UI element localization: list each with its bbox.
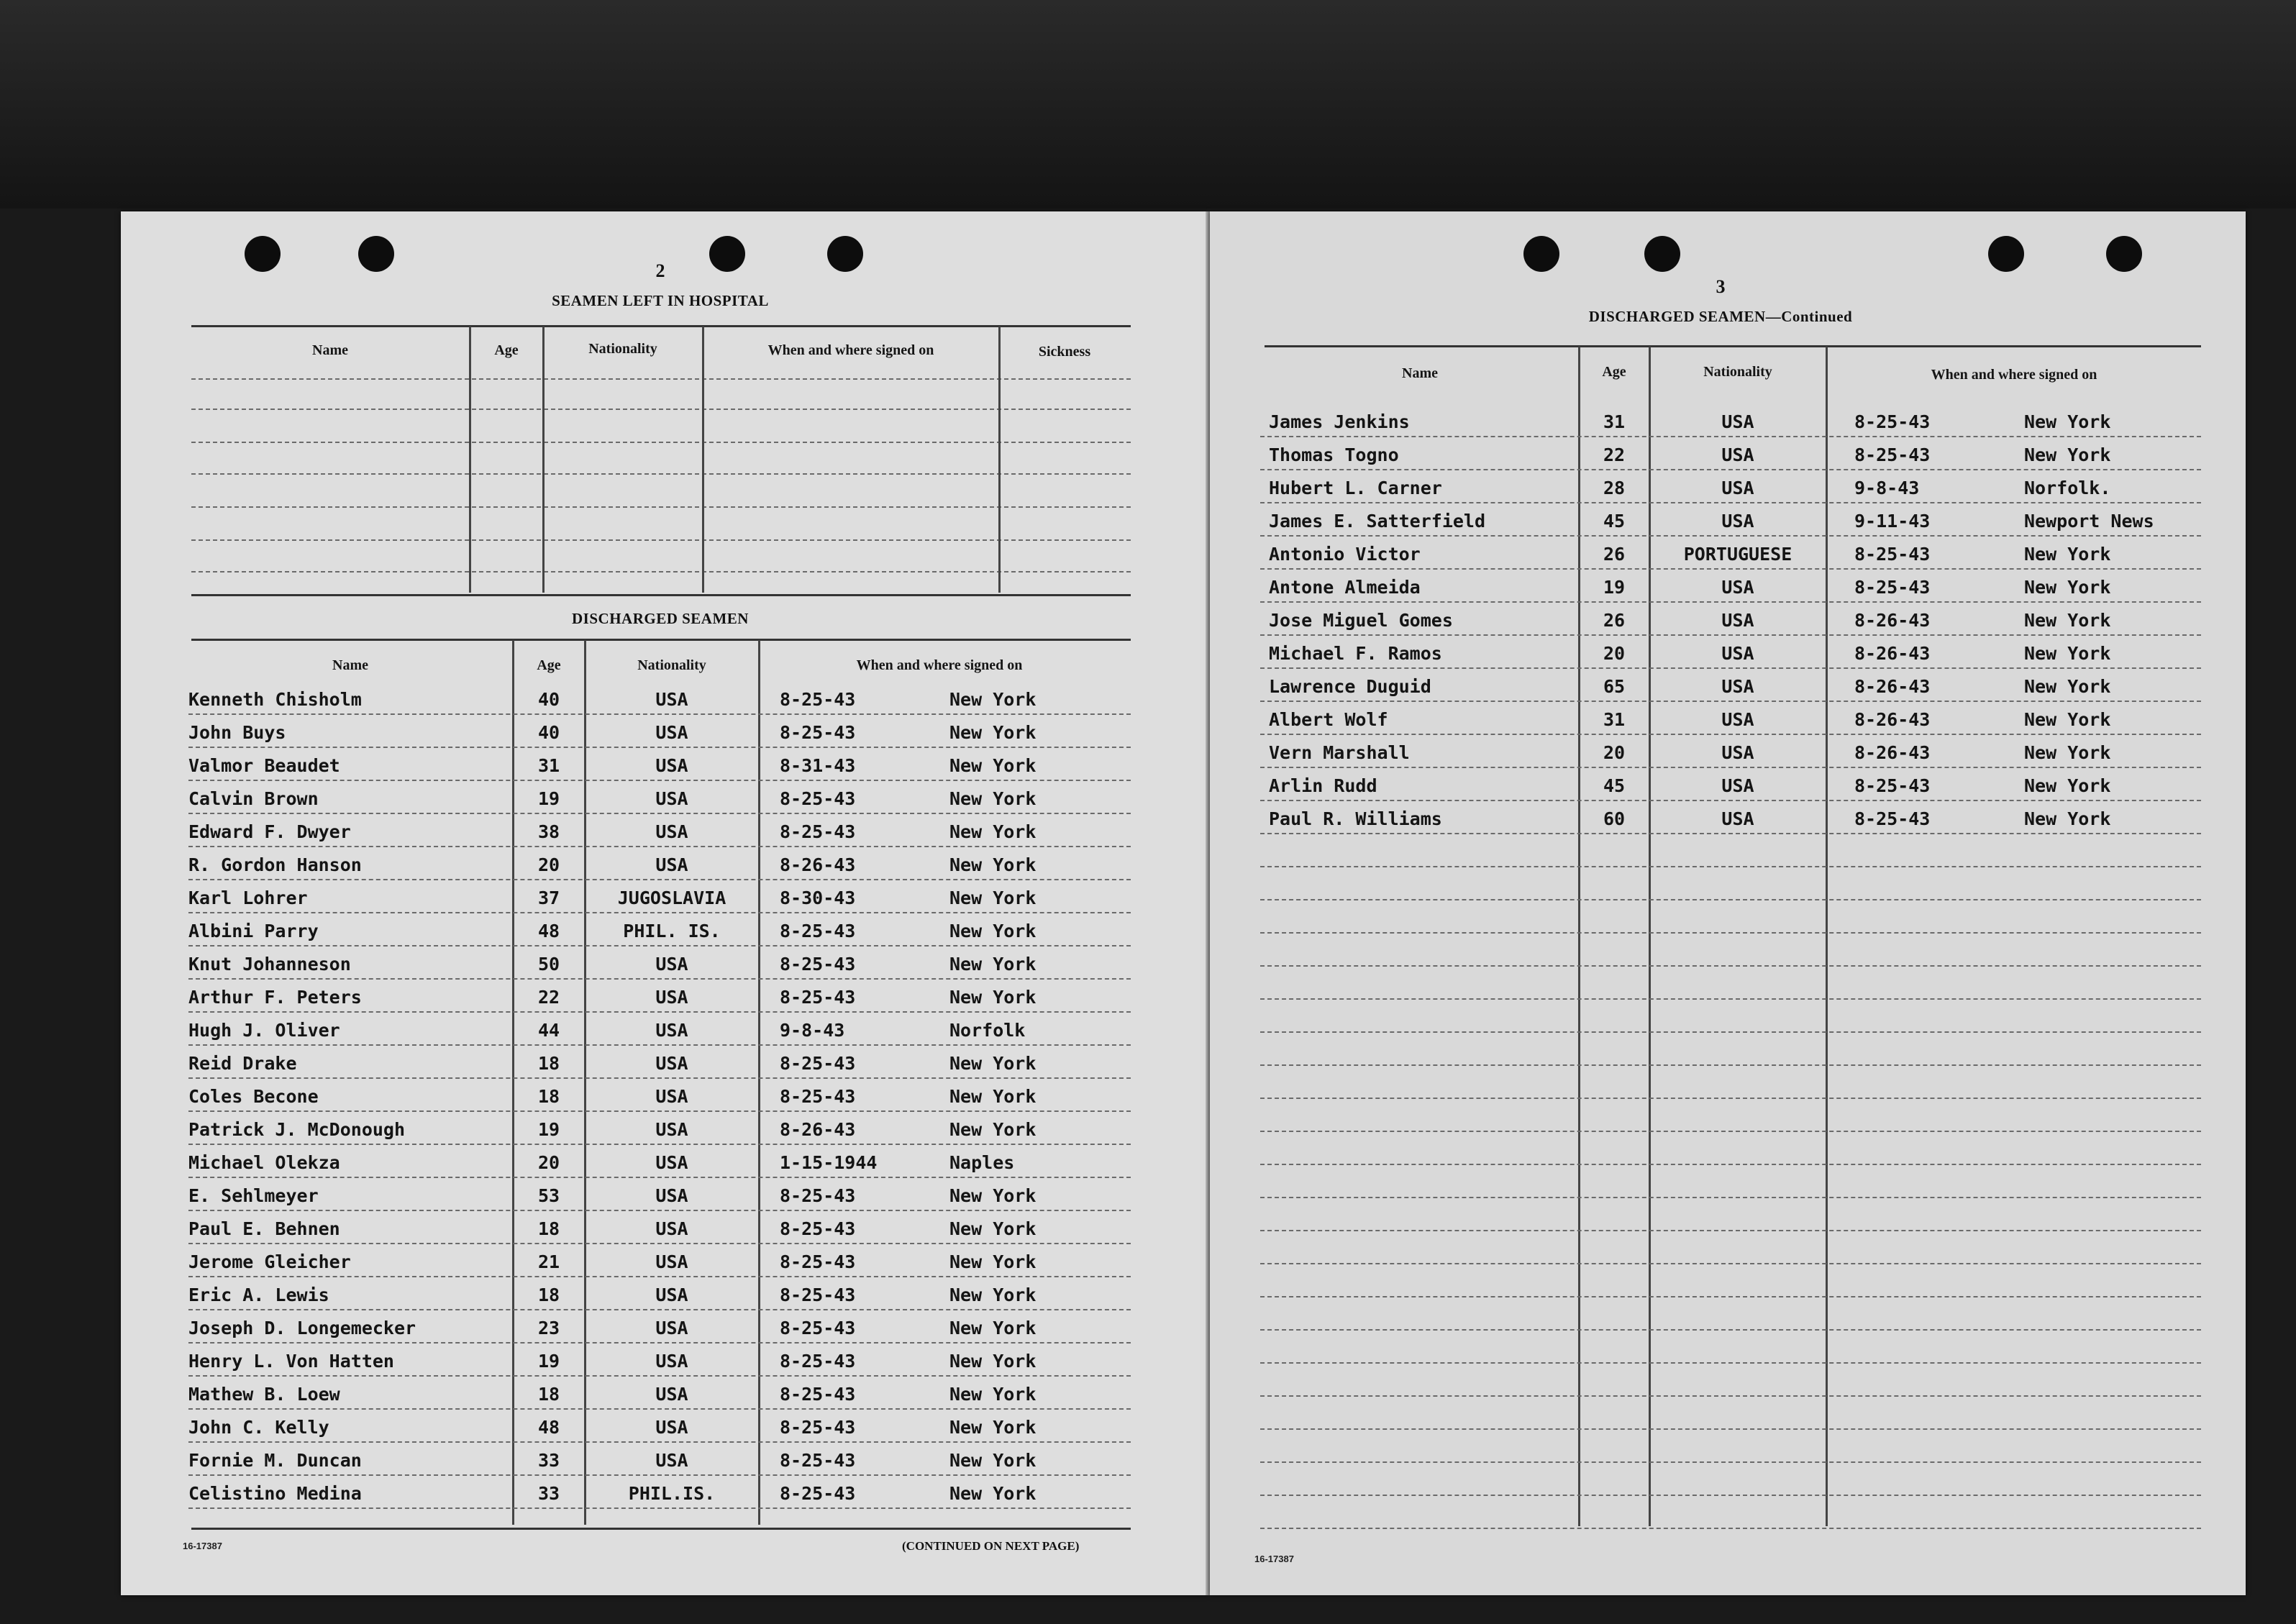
seaman-name: Antone Almeida — [1269, 577, 1421, 598]
seaman-name: Valmor Beaudet — [188, 755, 340, 776]
signed-on-place: New York — [949, 1285, 1037, 1305]
seaman-name: Karl Lohrer — [188, 888, 308, 908]
signed-on-place: Norfolk. — [2024, 478, 2111, 498]
signed-on-place: New York — [2024, 544, 2111, 565]
signed-on-date: 8-25-43 — [780, 921, 856, 941]
table-rule — [191, 639, 1131, 641]
col-header-signed-on: When and where signed on — [856, 657, 1023, 673]
seaman-nationality: USA — [655, 1417, 688, 1438]
row-line — [191, 473, 1131, 475]
row-line — [188, 1044, 1131, 1046]
signed-on-date: 8-26-43 — [780, 854, 856, 875]
seaman-name: Reid Drake — [188, 1053, 297, 1074]
row-line — [188, 1110, 1131, 1112]
row-line — [188, 747, 1131, 748]
row-line — [1260, 1461, 2201, 1463]
seaman-name: John Buys — [188, 722, 286, 743]
seaman-age: 31 — [1603, 411, 1626, 432]
col-header-name: Name — [332, 657, 368, 673]
signed-on-place: New York — [2024, 742, 2111, 763]
seaman-nationality: PHIL. IS. — [623, 921, 721, 941]
signed-on-place: Norfolk — [949, 1020, 1026, 1041]
row-line — [1260, 1362, 2201, 1364]
seaman-nationality: USA — [655, 1285, 688, 1305]
row-line — [188, 846, 1131, 847]
seaman-name: Hubert L. Carner — [1269, 478, 1442, 498]
seaman-nationality: USA — [655, 1086, 688, 1107]
seaman-nationality: USA — [1721, 444, 1754, 465]
seaman-nationality: USA — [1721, 610, 1754, 631]
seaman-nationality: USA — [655, 1450, 688, 1471]
row-line — [188, 945, 1131, 946]
seaman-age: 44 — [537, 1020, 560, 1041]
row-line — [1260, 1528, 2201, 1529]
seaman-nationality: USA — [655, 821, 688, 842]
punch-hole-icon — [1644, 236, 1680, 272]
seaman-nationality: USA — [1721, 511, 1754, 532]
seaman-nationality: USA — [1721, 676, 1754, 697]
column-divider — [1826, 347, 1828, 1526]
row-line — [188, 1507, 1131, 1509]
row-line — [191, 571, 1131, 572]
signed-on-date: 8-25-43 — [780, 1218, 856, 1239]
signed-on-date: 8-26-43 — [1854, 610, 1931, 631]
row-line — [188, 1177, 1131, 1178]
seaman-nationality: USA — [655, 854, 688, 875]
seaman-name: Jose Miguel Gomes — [1269, 610, 1453, 631]
column-divider — [702, 327, 704, 593]
signed-on-place: New York — [949, 1318, 1037, 1338]
seaman-age: 18 — [537, 1053, 560, 1074]
signed-on-place: New York — [949, 854, 1037, 875]
row-line — [188, 912, 1131, 913]
seaman-age: 40 — [537, 722, 560, 743]
signed-on-date: 1-15-1944 — [780, 1152, 878, 1173]
seaman-name: Michael Olekza — [188, 1152, 340, 1173]
row-line — [1260, 502, 2201, 503]
signed-on-date: 9-8-43 — [780, 1020, 845, 1041]
column-divider — [998, 327, 1001, 593]
col-header-nationality: Nationality — [588, 341, 657, 357]
col-header-age: Age — [537, 657, 561, 673]
signed-on-place: New York — [949, 788, 1037, 809]
col-header-sickness: Sickness — [1038, 344, 1091, 360]
seaman-name: Antonio Victor — [1269, 544, 1421, 565]
seaman-name: Vern Marshall — [1269, 742, 1410, 763]
seaman-nationality: USA — [655, 954, 688, 975]
seaman-nationality: USA — [655, 1251, 688, 1272]
signed-on-date: 8-31-43 — [780, 755, 856, 776]
seaman-name: James Jenkins — [1269, 411, 1410, 432]
signed-on-place: New York — [949, 921, 1037, 941]
column-divider — [469, 327, 471, 593]
seaman-age: 26 — [1603, 544, 1626, 565]
discharged-section-title: DISCHARGED SEAMEN — [572, 610, 749, 627]
row-line — [188, 1210, 1131, 1211]
signed-on-place: New York — [949, 1483, 1037, 1504]
seaman-name: Arthur F. Peters — [188, 987, 362, 1008]
seaman-age: 48 — [537, 921, 560, 941]
signed-on-date: 8-25-43 — [780, 1450, 856, 1471]
left-page — [121, 211, 1207, 1595]
signed-on-date: 8-25-43 — [780, 1318, 856, 1338]
col-header-name: Name — [312, 342, 348, 358]
row-line — [1260, 1263, 2201, 1264]
signed-on-date: 8-25-43 — [1854, 577, 1931, 598]
signed-on-date: 8-25-43 — [1854, 775, 1931, 796]
seaman-name: Coles Becone — [188, 1086, 319, 1107]
seaman-age: 38 — [537, 821, 560, 842]
signed-on-date: 8-26-43 — [1854, 643, 1931, 664]
row-line — [188, 1011, 1131, 1013]
signed-on-place: New York — [949, 1450, 1037, 1471]
signed-on-place: New York — [949, 1053, 1037, 1074]
signed-on-place: New York — [2024, 610, 2111, 631]
signed-on-date: 9-11-43 — [1854, 511, 1931, 532]
signed-on-date: 8-26-43 — [780, 1119, 856, 1140]
continued-note: (CONTINUED ON NEXT PAGE) — [902, 1539, 1080, 1553]
seaman-name: Kenneth Chisholm — [188, 689, 362, 710]
col-header-name: Name — [1402, 365, 1438, 381]
seaman-name: John C. Kelly — [188, 1417, 329, 1438]
column-divider — [542, 327, 545, 593]
seaman-name: Albini Parry — [188, 921, 319, 941]
row-line — [1260, 1098, 2201, 1099]
seaman-nationality: USA — [1721, 411, 1754, 432]
signed-on-date: 8-25-43 — [780, 788, 856, 809]
row-line — [1260, 1395, 2201, 1397]
row-line — [188, 1375, 1131, 1377]
seaman-nationality: PHIL.IS. — [628, 1483, 716, 1504]
col-header-age: Age — [494, 342, 519, 358]
seaman-name: James E. Satterfield — [1269, 511, 1486, 532]
signed-on-date: 8-30-43 — [780, 888, 856, 908]
signed-on-place: New York — [949, 888, 1037, 908]
row-line — [188, 1144, 1131, 1145]
seaman-name: Joseph D. Longemecker — [188, 1318, 416, 1338]
signed-on-date: 8-25-43 — [1854, 808, 1931, 829]
row-line — [188, 1276, 1131, 1277]
signed-on-place: New York — [2024, 577, 2111, 598]
signed-on-date: 8-25-43 — [780, 1351, 856, 1372]
seaman-age: 20 — [1603, 643, 1626, 664]
seaman-age: 19 — [537, 788, 560, 809]
row-line — [1260, 998, 2201, 1000]
col-header-nationality: Nationality — [637, 657, 706, 673]
table-rule — [1265, 345, 2201, 347]
row-line — [1260, 1495, 2201, 1496]
seaman-name: Albert Wolf — [1269, 709, 1388, 730]
seaman-age: 26 — [1603, 610, 1626, 631]
row-line — [1260, 1064, 2201, 1066]
signed-on-date: 8-25-43 — [780, 722, 856, 743]
seaman-age: 20 — [537, 854, 560, 875]
row-line — [188, 1408, 1131, 1410]
seaman-age: 45 — [1603, 775, 1626, 796]
row-line — [1260, 932, 2201, 934]
page-number: 3 — [1716, 276, 1726, 297]
seaman-nationality: USA — [655, 722, 688, 743]
signed-on-place: New York — [949, 821, 1037, 842]
signed-on-place: New York — [2024, 709, 2111, 730]
signed-on-place: New York — [949, 1086, 1037, 1107]
row-line — [188, 1309, 1131, 1310]
seaman-age: 31 — [537, 755, 560, 776]
signed-on-date: 8-25-43 — [780, 954, 856, 975]
seaman-nationality: USA — [655, 788, 688, 809]
row-line — [191, 409, 1131, 410]
col-header-signed-on: When and where signed on — [1931, 367, 2097, 383]
seaman-name: E. Sehlmeyer — [188, 1185, 319, 1206]
seaman-nationality: USA — [1721, 808, 1754, 829]
seaman-age: 19 — [537, 1351, 560, 1372]
seaman-name: Paul E. Behnen — [188, 1218, 340, 1239]
seaman-age: 18 — [537, 1218, 560, 1239]
hospital-section-title: SEAMEN LEFT IN HOSPITAL — [552, 292, 769, 309]
signed-on-place: New York — [2024, 676, 2111, 697]
row-line — [1260, 1428, 2201, 1430]
seaman-name: Patrick J. McDonough — [188, 1119, 406, 1140]
row-line — [1260, 1031, 2201, 1033]
scanner-background — [0, 0, 2296, 209]
col-header-age: Age — [1602, 364, 1626, 380]
seaman-name: Hugh J. Oliver — [188, 1020, 340, 1041]
row-line — [188, 879, 1131, 880]
table-rule — [191, 594, 1131, 596]
signed-on-date: 8-25-43 — [780, 1285, 856, 1305]
seaman-age: 37 — [537, 888, 560, 908]
row-line — [191, 442, 1131, 443]
signed-on-place: New York — [949, 1384, 1037, 1405]
row-line — [1260, 634, 2201, 636]
row-line — [188, 1441, 1131, 1443]
seaman-age: 40 — [537, 689, 560, 710]
seaman-age: 33 — [537, 1450, 560, 1471]
seaman-name: Mathew B. Loew — [188, 1384, 340, 1405]
column-divider — [758, 640, 760, 1525]
seaman-age: 53 — [537, 1185, 560, 1206]
seaman-age: 33 — [537, 1483, 560, 1504]
seaman-age: 22 — [1603, 444, 1626, 465]
punch-hole-icon — [358, 236, 394, 272]
signed-on-date: 8-25-43 — [1854, 444, 1931, 465]
col-header-nationality: Nationality — [1703, 364, 1772, 380]
signed-on-place: New York — [949, 1351, 1037, 1372]
signed-on-date: 8-26-43 — [1854, 742, 1931, 763]
seaman-age: 50 — [537, 954, 560, 975]
signed-on-date: 8-25-43 — [780, 1086, 856, 1107]
signed-on-place: New York — [949, 722, 1037, 743]
seaman-nationality: USA — [1721, 478, 1754, 498]
seaman-age: 18 — [537, 1384, 560, 1405]
signed-on-date: 8-25-43 — [780, 1251, 856, 1272]
row-line — [1260, 469, 2201, 470]
seaman-name: R. Gordon Hanson — [188, 854, 362, 875]
signed-on-place: New York — [949, 1119, 1037, 1140]
signed-on-date: 8-25-43 — [780, 1417, 856, 1438]
seaman-age: 28 — [1603, 478, 1626, 498]
table-rule — [191, 1528, 1131, 1530]
signed-on-date: 8-26-43 — [1854, 676, 1931, 697]
col-header-signed-on: When and where signed on — [767, 342, 934, 358]
seaman-age: 19 — [1603, 577, 1626, 598]
row-line — [1260, 1197, 2201, 1198]
seaman-nationality: USA — [655, 1020, 688, 1041]
row-line — [1260, 1329, 2201, 1331]
seaman-name: Michael F. Ramos — [1269, 643, 1442, 664]
seaman-name: Celistino Medina — [188, 1483, 362, 1504]
punch-hole-icon — [2106, 236, 2142, 272]
seaman-name: Jerome Gleicher — [188, 1251, 351, 1272]
seaman-nationality: USA — [655, 987, 688, 1008]
signed-on-place: New York — [949, 1185, 1037, 1206]
row-line — [188, 1474, 1131, 1476]
seaman-nationality: USA — [655, 1185, 688, 1206]
seaman-name: Henry L. Von Hatten — [188, 1351, 394, 1372]
table-rule — [191, 325, 1131, 327]
row-line — [191, 539, 1131, 541]
seaman-name: Lawrence Duguid — [1269, 676, 1431, 697]
punch-hole-icon — [827, 236, 863, 272]
signed-on-place: New York — [2024, 775, 2111, 796]
signed-on-date: 8-26-43 — [1854, 709, 1931, 730]
seaman-name: Edward F. Dwyer — [188, 821, 351, 842]
seaman-nationality: USA — [655, 1218, 688, 1239]
punch-hole-icon — [709, 236, 745, 272]
row-line — [1260, 568, 2201, 570]
row-line — [188, 713, 1131, 715]
signed-on-place: Naples — [949, 1152, 1015, 1173]
signed-on-date: 8-25-43 — [780, 1384, 856, 1405]
seaman-age: 31 — [1603, 709, 1626, 730]
seaman-age: 20 — [537, 1152, 560, 1173]
row-line — [1260, 833, 2201, 834]
seaman-nationality: USA — [655, 1384, 688, 1405]
row-line — [191, 506, 1131, 508]
signed-on-date: 8-25-43 — [780, 1053, 856, 1074]
seaman-nationality: USA — [1721, 775, 1754, 796]
seaman-nationality: USA — [1721, 742, 1754, 763]
seaman-age: 60 — [1603, 808, 1626, 829]
seaman-age: 45 — [1603, 511, 1626, 532]
seaman-name: Arlin Rudd — [1269, 775, 1377, 796]
signed-on-place: New York — [949, 689, 1037, 710]
seaman-age: 19 — [537, 1119, 560, 1140]
seaman-nationality: USA — [1721, 709, 1754, 730]
row-line — [1260, 1164, 2201, 1165]
row-line — [188, 780, 1131, 781]
row-line — [1260, 1131, 2201, 1132]
row-line — [188, 1077, 1131, 1079]
row-line — [1260, 734, 2201, 735]
form-number: 16-17387 — [183, 1541, 222, 1551]
seaman-nationality: USA — [1721, 577, 1754, 598]
punch-hole-icon — [1523, 236, 1559, 272]
signed-on-place: New York — [2024, 808, 2111, 829]
seaman-age: 18 — [537, 1086, 560, 1107]
right-page — [1210, 211, 2246, 1595]
seaman-age: 22 — [537, 987, 560, 1008]
seaman-age: 23 — [537, 1318, 560, 1338]
seaman-name: Fornie M. Duncan — [188, 1450, 362, 1471]
signed-on-place: New York — [949, 1251, 1037, 1272]
signed-on-place: New York — [949, 954, 1037, 975]
seaman-nationality: USA — [655, 1318, 688, 1338]
row-line — [1260, 701, 2201, 702]
signed-on-date: 8-25-43 — [780, 821, 856, 842]
signed-on-date: 8-25-43 — [1854, 411, 1931, 432]
page-number: 2 — [655, 260, 665, 281]
seaman-name: Eric A. Lewis — [188, 1285, 329, 1305]
row-line — [188, 1342, 1131, 1344]
seaman-age: 18 — [537, 1285, 560, 1305]
row-line — [1260, 535, 2201, 537]
row-line — [1260, 767, 2201, 768]
row-line — [1260, 1296, 2201, 1297]
punch-hole-icon — [245, 236, 281, 272]
signed-on-date: 8-25-43 — [780, 1185, 856, 1206]
signed-on-place: New York — [949, 755, 1037, 776]
row-line — [188, 813, 1131, 814]
seaman-name: Knut Johanneson — [188, 954, 351, 975]
signed-on-place: New York — [949, 1218, 1037, 1239]
seaman-nationality: USA — [655, 755, 688, 776]
seaman-nationality: USA — [655, 1152, 688, 1173]
row-line — [1260, 800, 2201, 801]
row-line — [188, 978, 1131, 980]
signed-on-date: 8-25-43 — [1854, 544, 1931, 565]
signed-on-place: Newport News — [2024, 511, 2154, 532]
seaman-nationality: USA — [655, 1119, 688, 1140]
signed-on-place: New York — [949, 1417, 1037, 1438]
seaman-nationality: USA — [655, 1053, 688, 1074]
signed-on-place: New York — [2024, 643, 2111, 664]
seaman-name: Paul R. Williams — [1269, 808, 1442, 829]
seaman-age: 20 — [1603, 742, 1626, 763]
row-line — [1260, 436, 2201, 437]
row-line — [1260, 667, 2201, 669]
seaman-name: Thomas Togno — [1269, 444, 1399, 465]
row-line — [1260, 601, 2201, 603]
row-line — [1260, 965, 2201, 967]
seaman-nationality: PORTUGUESE — [1683, 544, 1792, 565]
signed-on-date: 8-25-43 — [780, 987, 856, 1008]
seaman-nationality: USA — [655, 1351, 688, 1372]
row-line — [1260, 899, 2201, 900]
row-line — [188, 1243, 1131, 1244]
signed-on-date: 8-25-43 — [780, 1483, 856, 1504]
punch-hole-icon — [1988, 236, 2024, 272]
signed-on-date: 9-8-43 — [1854, 478, 1920, 498]
seaman-age: 21 — [537, 1251, 560, 1272]
row-line — [1260, 866, 2201, 867]
seaman-nationality: USA — [1721, 643, 1754, 664]
seaman-age: 65 — [1603, 676, 1626, 697]
seaman-name: Calvin Brown — [188, 788, 319, 809]
signed-on-place: New York — [2024, 411, 2111, 432]
signed-on-date: 8-25-43 — [780, 689, 856, 710]
seaman-nationality: JUGOSLAVIA — [617, 888, 726, 908]
signed-on-place: New York — [2024, 444, 2111, 465]
discharged-continued-title: DISCHARGED SEAMEN—Continued — [1588, 308, 1853, 325]
seaman-nationality: USA — [655, 689, 688, 710]
signed-on-place: New York — [949, 987, 1037, 1008]
form-number: 16-17387 — [1254, 1554, 1294, 1564]
row-line — [1260, 1230, 2201, 1231]
row-line — [191, 378, 1131, 380]
seaman-age: 48 — [537, 1417, 560, 1438]
